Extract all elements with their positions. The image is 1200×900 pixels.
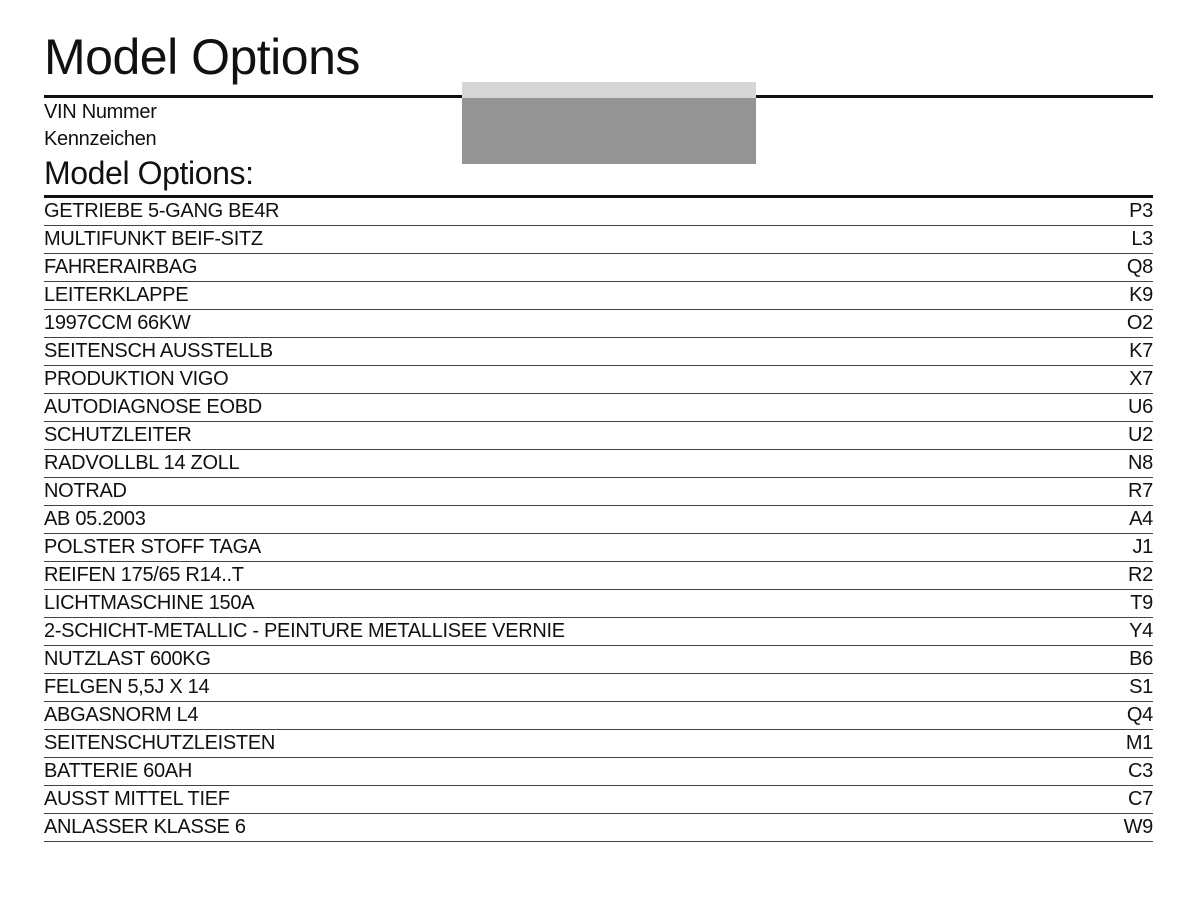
- option-row: [44, 618, 1153, 646]
- option-name: AUTODIAGNOSE EOBD: [44, 396, 262, 418]
- options-list: [44, 198, 1153, 842]
- option-row: [44, 478, 1153, 506]
- option-name: AUSST MITTEL TIEF: [44, 788, 230, 810]
- option-name: MULTIFUNKT BEIF-SITZ: [44, 228, 263, 250]
- option-row: [44, 562, 1153, 590]
- vin-label: VIN Nummer: [44, 101, 157, 123]
- option-row: [44, 702, 1153, 730]
- option-code: W9: [1123, 816, 1153, 838]
- option-name: RADVOLLBL 14 ZOLL: [44, 452, 240, 474]
- option-name: SEITENSCHUTZLEISTEN: [44, 732, 275, 754]
- option-name: PRODUKTION VIGO: [44, 368, 229, 390]
- option-code: R7: [1128, 480, 1153, 502]
- option-row: [44, 338, 1153, 366]
- option-code: P3: [1129, 200, 1153, 222]
- vehicle-info: [44, 99, 157, 153]
- option-row: [44, 506, 1153, 534]
- option-row: [44, 814, 1153, 842]
- option-code: X7: [1129, 368, 1153, 390]
- options-section-title: Model Options:: [44, 155, 254, 191]
- option-code: C3: [1128, 760, 1153, 782]
- option-code: Y4: [1129, 620, 1153, 642]
- option-row: [44, 254, 1153, 282]
- option-code: M1: [1125, 732, 1153, 754]
- option-code: A4: [1129, 508, 1153, 530]
- option-name: SEITENSCH AUSSTELLB: [44, 340, 273, 362]
- option-row: [44, 758, 1153, 786]
- option-code: J1: [1132, 536, 1153, 558]
- option-name: NOTRAD: [44, 480, 127, 502]
- option-row: [44, 590, 1153, 618]
- option-code: O2: [1126, 312, 1153, 334]
- option-name: FELGEN 5,5J X 14: [44, 676, 210, 698]
- option-name: SCHUTZLEITER: [44, 424, 192, 446]
- option-name: LICHTMASCHINE 150A: [44, 592, 255, 614]
- option-code: L3: [1131, 228, 1153, 250]
- option-code: T9: [1130, 592, 1153, 614]
- option-name: BATTERIE 60AH: [44, 760, 192, 782]
- option-name: ABGASNORM L4: [44, 704, 199, 726]
- option-code: C7: [1128, 788, 1153, 810]
- option-row: [44, 646, 1153, 674]
- redaction-box: [462, 82, 756, 164]
- option-row: [44, 226, 1153, 254]
- option-code: U2: [1128, 424, 1153, 446]
- option-row: [44, 730, 1153, 758]
- option-row: [44, 366, 1153, 394]
- option-code: K7: [1129, 340, 1153, 362]
- option-row: [44, 282, 1153, 310]
- option-code: B6: [1129, 648, 1153, 670]
- option-name: FAHRERAIRBAG: [44, 256, 198, 278]
- option-row: [44, 534, 1153, 562]
- option-name: ANLASSER KLASSE 6: [44, 816, 246, 838]
- option-code: Q4: [1126, 704, 1153, 726]
- option-row: [44, 310, 1153, 338]
- option-code: S1: [1129, 676, 1153, 698]
- option-row: [44, 198, 1153, 226]
- option-row: [44, 674, 1153, 702]
- option-code: N8: [1128, 452, 1153, 474]
- option-name: POLSTER STOFF TAGA: [44, 536, 261, 558]
- redaction-highlight: [462, 82, 756, 98]
- option-row: [44, 422, 1153, 450]
- document-title: Model Options: [44, 29, 360, 85]
- option-row: [44, 450, 1153, 478]
- option-name: LEITERKLAPPE: [44, 284, 189, 306]
- option-name: 1997CCM 66KW: [44, 312, 191, 334]
- option-code: K9: [1129, 284, 1153, 306]
- option-name: AB 05.2003: [44, 508, 146, 530]
- option-code: R2: [1128, 564, 1153, 586]
- option-row: [44, 394, 1153, 422]
- option-name: 2-SCHICHT-METALLIC - PEINTURE METALLISEE VERNIE: [44, 620, 565, 642]
- option-name: NUTZLAST 600KG: [44, 648, 211, 670]
- option-code: U6: [1128, 396, 1153, 418]
- option-name: GETRIEBE 5-GANG BE4R: [44, 200, 280, 222]
- option-name: REIFEN 175/65 R14..T: [44, 564, 244, 586]
- option-row: [44, 786, 1153, 814]
- license-plate-label: Kennzeichen: [44, 128, 157, 150]
- option-code: Q8: [1126, 256, 1153, 278]
